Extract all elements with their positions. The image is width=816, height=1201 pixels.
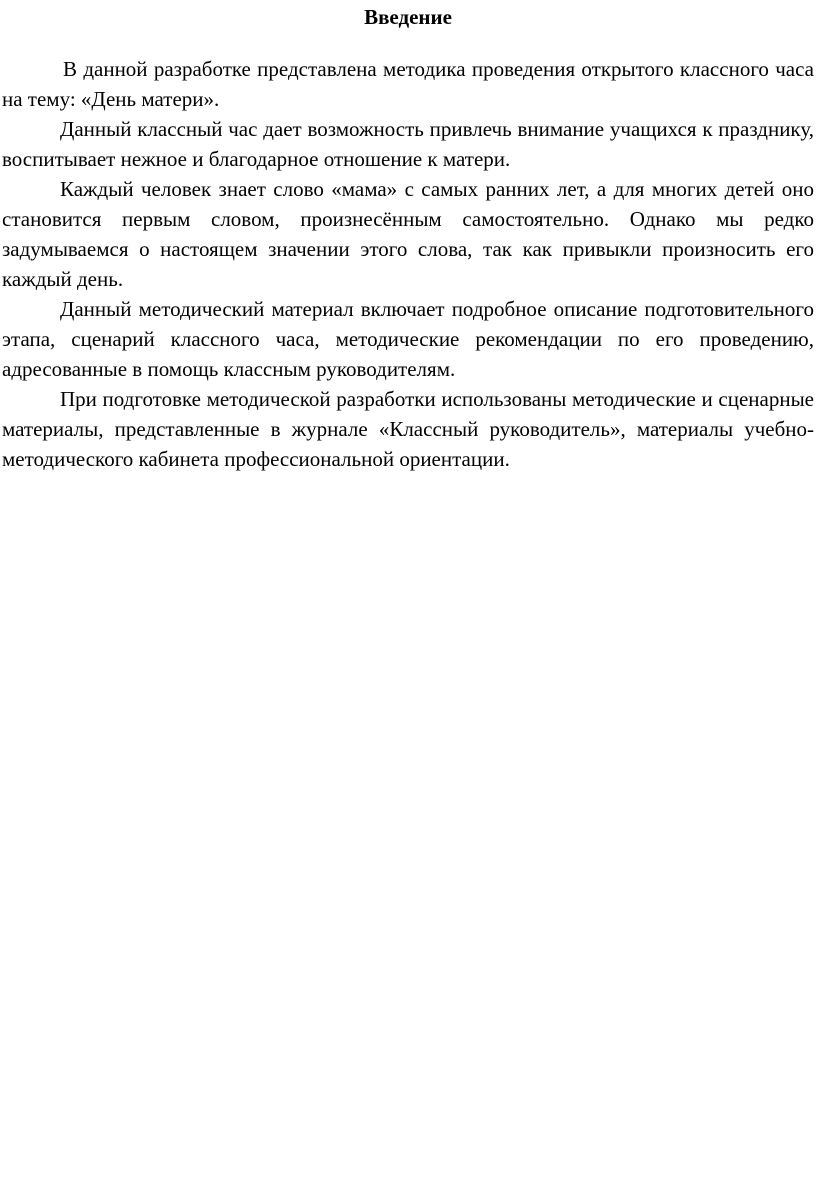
document-page: [2, 0, 814, 474]
paragraph-material-contents: Данный методический материал включает подробное описание подготовительного этапа, сценарий классного часа, методические рекомендации по его проведению, адресованные в помощь классным руководителям.: [2, 297, 814, 381]
paragraph-mama-word: Каждый человек знает слово «мама» с самых ранних лет, а для многих детей оно становится первым словом, произнесённым самостоятельно. Однако мы редко задумываемся о настоящем значении этого слова, так как привыкли произносить его каждый день.: [2, 177, 814, 291]
paragraph-purpose: Данный классный час дает возможность привлечь внимание учащихся к празднику, воспитывает нежное и благодарное отношение к матери.: [2, 117, 814, 171]
document-title: Введение: [364, 5, 452, 29]
paragraph-sources: При подготовке методической разработки использованы методические и сценарные материалы, представленные в журнале «Классный руководитель», материалы учебно-методического кабинета профессиональной ориентации.: [2, 387, 814, 471]
document-body: [2, 54, 814, 474]
paragraph-intro: В данной разработке представлена методика проведения открытого классного часа на тему: «День матери».: [2, 57, 814, 111]
